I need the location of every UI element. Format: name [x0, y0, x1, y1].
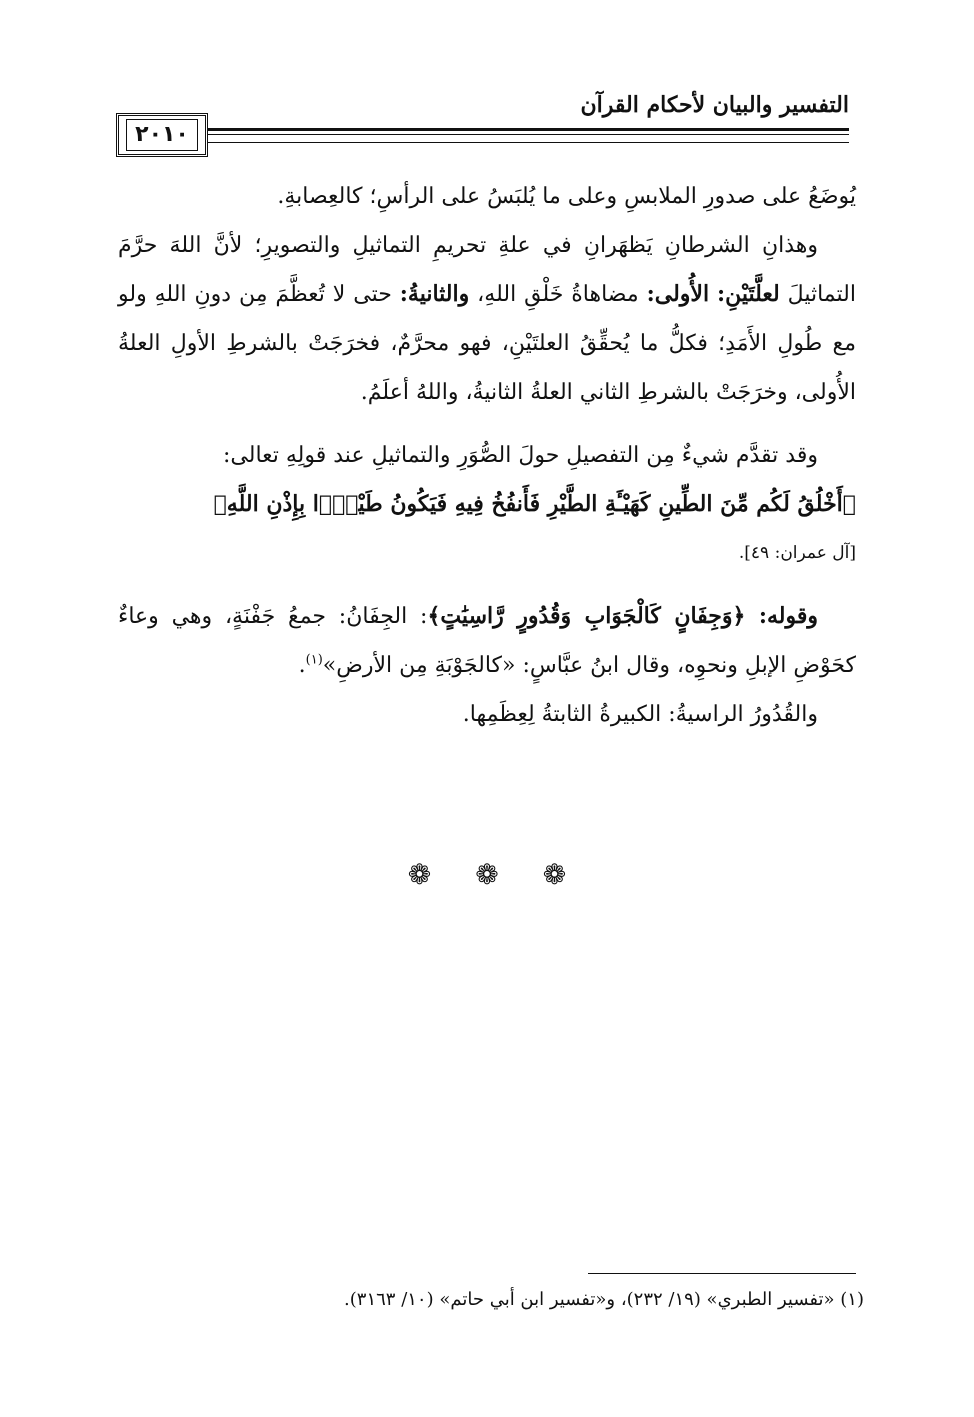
verse-reference: [آل عمران: ٤٩].: [738, 543, 856, 563]
text-run: مضاهاةُ خَلْقِ اللهِ،: [469, 282, 647, 307]
bold-term: والثانيةُ:: [399, 281, 470, 307]
footnote: (١) «تفسير الطبري» (١٩/ ٢٣٢)، و«تفسير ابن أبي حاتم» (١٠/ ٣١٦٣).: [344, 1289, 864, 1310]
running-title: التفسير والبيان لأحكام القرآن: [570, 92, 849, 118]
header-rule: [118, 134, 849, 135]
footnote-divider: [588, 1273, 856, 1274]
bold-term: الأُولى:: [646, 281, 710, 307]
paragraph: وقد تقدَّم شيءٌ مِن التفصيلِ حولَ الصُّوَرِ والتماثيلِ عند قولِهِ تعالى:: [223, 443, 818, 468]
header-rule: [118, 142, 849, 143]
bold-term: لعلَّتَيْنِ:: [717, 281, 780, 307]
quran-verse: ﴿أَخْلُقُ لَكُم مِّنَ الطِّينِ كَهَيْـَٔةِ الطَّيْرِ فَأَنفُخُ فِيهِ فَيَكُونُ طَيْرًۢا بِإِذْنِ اللَّهِ﴾: [213, 491, 856, 517]
page-header: [118, 88, 849, 158]
paragraph: يُوضَعُ على صدورِ الملابسِ وعلى ما يُلبَسُ على الرأسِ؛ كالعِصابةِ.: [277, 184, 856, 209]
quran-verse: ﴿وَجِفَانٍ كَالْجَوَابِ وَقُدُورٍ رَّاسِيَٰتٍ﴾: [427, 603, 759, 629]
bold-term: وقوله:: [758, 603, 818, 629]
section-ornaments: [0, 858, 974, 891]
text-run: [709, 282, 717, 307]
page-number: ٢٠١٠: [126, 119, 198, 151]
flower-ornament-icon: ❁: [407, 858, 432, 891]
flower-ornament-icon: ❁: [475, 858, 499, 891]
paragraph: والقُدُورُ الراسيةُ: الكبيرةُ الثابتةُ لِعِظَمِها.: [462, 702, 818, 727]
header-rule: [118, 128, 849, 131]
text-run: .: [298, 653, 306, 678]
page-number-frame: [116, 113, 208, 157]
footnote-marker: (١): [305, 652, 323, 668]
flower-ornament-icon: ❁: [542, 858, 567, 891]
text-run: وهذانِ الشرطانِ يَظهَرانِ في علةِ تحريمِ التماثيلِ والتصويرِ؛ لأنَّ اللهَ حرَّمَ التماثيلَ: [118, 233, 856, 307]
main-text: [118, 172, 856, 739]
paragraph: [118, 221, 856, 417]
text-run: : الجِفَانُ: جمعُ جَفْنَةٍ، وهي وعاءٌ كحَوْضِ الإبلِ ونحوِه، وقال ابنُ عبَّاسٍ: «كالجَوْبَةِ مِن الأرضِ»: [118, 604, 856, 678]
text-run: حتى لا تُعظَّمَ مِن دونِ اللهِ ولو مع طُولِ الأَمَدِ؛ فكلُّ ما يُحقِّقُ العلتَيْنِ، فهو محرَّمٌ، فخرَجَتْ بالشرطِ الأولِ العلةُ الأُولى، وخرَجَتْ بالشرطِ الثاني العلةُ الثانيةُ، واللهُ أعلَمُ.: [118, 282, 856, 405]
paragraph: [118, 592, 856, 690]
